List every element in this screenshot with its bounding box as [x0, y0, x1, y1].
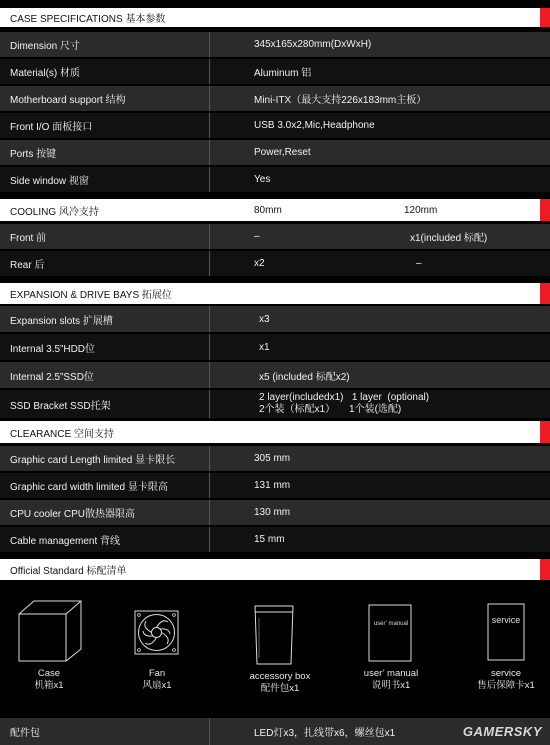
section-header-case-specs	[0, 8, 550, 27]
item-en: service	[490, 668, 522, 679]
spec-label: Dimension 尺寸	[10, 41, 81, 52]
spec-value: x3	[259, 313, 270, 325]
spec-value: –	[416, 258, 422, 269]
expansion-row	[0, 334, 550, 360]
clearance-row	[0, 500, 550, 525]
section-header-clearance	[0, 421, 550, 443]
cooling-row	[0, 251, 550, 276]
spec-value: 345x165x280mm(DxWxH)	[254, 39, 372, 50]
item-fan	[118, 668, 196, 692]
spec-label: Front I/O 面板接口	[10, 122, 93, 133]
item-manual	[350, 668, 432, 692]
item-cn: 售后保障卡x1	[477, 680, 535, 691]
accent-bar	[540, 8, 550, 27]
spec-value: LED灯x3，扎线带x6，螺丝包x1	[254, 728, 396, 739]
spec-value: Power,Reset	[254, 147, 311, 158]
spec-row	[0, 167, 550, 192]
spec-label: Internal 2.5”SSD位	[10, 371, 94, 383]
spec-label: Expansion slots 扩展槽	[10, 315, 113, 327]
section-header-cooling	[0, 199, 550, 221]
spec-row	[0, 140, 550, 165]
accessory-bag-icon	[253, 604, 295, 666]
cooling-row	[0, 224, 550, 249]
fan-icon	[134, 610, 179, 655]
section-title: EXPANSION & DRIVE BAYS 拓展位	[10, 290, 172, 301]
clearance-row	[0, 527, 550, 552]
item-accessory	[236, 671, 324, 695]
spec-label: Material(s) 材质	[10, 68, 81, 79]
item-cn: 机箱x1	[34, 680, 64, 691]
clearance-row	[0, 473, 550, 498]
spec-value: x1	[259, 341, 270, 353]
spec-label: Cable management 背线	[10, 536, 121, 547]
service-card-icon	[487, 603, 525, 661]
accent-bar	[540, 559, 550, 580]
item-en: user’ manual	[363, 668, 419, 679]
case-box-icon	[18, 600, 82, 662]
spec-value: 131 mm	[254, 480, 291, 491]
section-title: COOLING 风冷支持	[10, 206, 99, 218]
spec-value: 305 mm	[254, 453, 291, 464]
spec-value: –	[254, 231, 260, 242]
section-title: CLEARANCE 空间支持	[10, 428, 114, 440]
spec-row	[0, 59, 550, 84]
spec-label: Rear 后	[10, 260, 45, 271]
spec-label: CPU cooler CPU散热器限高	[10, 509, 136, 520]
manual-booklet-icon	[368, 604, 412, 662]
expansion-row	[0, 390, 550, 418]
spec-value	[259, 390, 429, 418]
accent-bar	[540, 199, 550, 221]
watermark-logo: GAMERSKY	[462, 724, 542, 739]
ssd-line-2: 2个装（标配x1） 1个装(选配)	[259, 404, 402, 415]
section-title: CASE SPECIFICATIONS 基本参数	[10, 14, 166, 25]
section-header-official	[0, 559, 550, 580]
spec-label: Side window 视窗	[10, 176, 89, 187]
accent-bar	[540, 283, 550, 304]
item-en: Fan	[148, 668, 166, 679]
item-cn: 配件包x1	[260, 683, 300, 694]
spec-value: 15 mm	[254, 534, 285, 545]
spec-label: Graphic card Length limited 显卡限长	[10, 455, 176, 466]
spec-value: x1(included 标配)	[410, 233, 488, 244]
spec-label: Internal 3.5”HDD位	[10, 343, 96, 355]
spec-row	[0, 32, 550, 57]
accent-bar	[540, 421, 550, 443]
expansion-row	[0, 306, 550, 332]
item-en: accessory box	[249, 671, 311, 682]
spec-label: Front 前	[10, 233, 47, 244]
item-cn: 风扇x1	[142, 680, 172, 691]
spec-value: x2	[254, 258, 265, 269]
item-en: Case	[37, 668, 61, 679]
item-cn: 说明书x1	[371, 680, 411, 691]
item-service	[464, 668, 548, 692]
ssd-line-1: 2 layer(includedx1) 1 layer (optional)	[259, 392, 430, 403]
section-title: Official Standard 标配清单	[10, 566, 127, 577]
spec-label: 配件包	[10, 728, 40, 739]
spec-value: USB 3.0x2,Mic,Headphone	[254, 120, 375, 131]
spec-label: Graphic card width limited 显卡限高	[10, 482, 168, 493]
spec-value: 130 mm	[254, 507, 291, 518]
spec-label: Motherboard support 结构	[10, 95, 126, 106]
spec-row	[0, 113, 550, 138]
manual-cover-text: user’ manual	[373, 621, 409, 627]
spec-value: Mini-ITX（最大支持226x183mm主板）	[254, 95, 427, 106]
expansion-row	[0, 362, 550, 388]
cooling-col-80: 80mm	[254, 204, 282, 216]
spec-value: x5 (included 标配x2)	[259, 371, 350, 383]
cooling-col-120: 120mm	[404, 204, 438, 216]
spec-row	[0, 86, 550, 111]
item-case	[10, 668, 88, 692]
service-cover-text: service	[491, 615, 521, 625]
spec-label: SSD Bracket SSD托架	[10, 400, 111, 412]
spec-label: Ports 按键	[10, 149, 57, 160]
clearance-row	[0, 446, 550, 471]
spec-value: Yes	[254, 174, 271, 185]
section-header-expansion	[0, 283, 550, 304]
spec-value: Aluminum 铝	[254, 68, 312, 79]
